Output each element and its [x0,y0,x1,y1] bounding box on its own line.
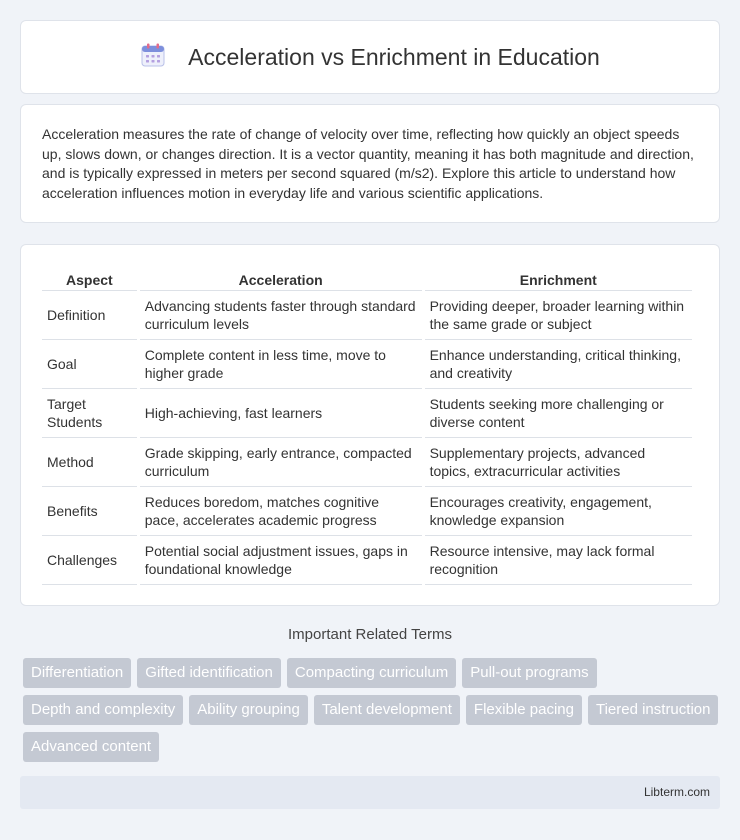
term-tag[interactable]: Flexible pacing [466,695,582,725]
table-row [42,536,692,585]
table-row [42,340,692,389]
intro-text: Acceleration measures the rate of change of velocity over time, reflecting how quickly an object speeds up, slows down, or changes direction. It is a vector quantity, meaning it has both magnitude and direction, and is typically expressed in meters per second squared (m/s2). Explore this article to understand how acceleration influences motion in everyday life and various scientific applications. [42,126,694,201]
term-tag[interactable]: Depth and complexity [23,695,183,725]
footer-link[interactable]: Libterm.com [643,785,710,799]
header-card [20,20,720,94]
cell-enrichment: Students seeking more challenging or diverse content [425,389,692,438]
header-enrichment: Enrichment [425,265,692,291]
term-tag[interactable]: Advanced content [23,732,159,762]
cell-enrichment: Encourages creativity, engagement, knowledge expansion [425,487,692,536]
related-terms-list [23,658,723,762]
table-row [42,438,692,487]
term-tag[interactable]: Tiered instruction [588,695,719,725]
header-acceleration: Acceleration [140,265,422,291]
table-header-row [42,265,692,291]
footer [20,776,720,809]
cell-acceleration: Reduces boredom, matches cognitive pace, accelerates academic progress [140,487,422,536]
term-tag[interactable]: Compacting curriculum [287,658,456,688]
term-tag[interactable]: Ability grouping [189,695,308,725]
cell-enrichment: Supplementary projects, advanced topics, extracurricular activities [425,438,692,487]
cell-acceleration: Advancing students faster through standard curriculum levels [140,291,422,340]
cell-acceleration: Potential social adjustment issues, gaps in foundational knowledge [140,536,422,585]
cell-aspect: Definition [42,291,137,340]
table-row [42,291,692,340]
table-row [42,487,692,536]
page-title: Acceleration vs Enrichment in Education [188,43,600,70]
term-tag[interactable]: Pull-out programs [462,658,596,688]
cell-aspect: Goal [42,340,137,389]
term-tag[interactable]: Gifted identification [137,658,281,688]
cell-acceleration: High-achieving, fast learners [140,389,422,438]
header-aspect: Aspect [42,265,137,291]
cell-aspect: Challenges [42,536,137,585]
comparison-table [39,265,695,585]
cell-enrichment: Resource intensive, may lack formal recognition [425,536,692,585]
term-tag[interactable]: Differentiation [23,658,131,688]
cell-aspect: Method [42,438,137,487]
cell-aspect: Benefits [42,487,137,536]
term-tag[interactable]: Talent development [314,695,460,725]
intro-card [20,104,720,223]
cell-acceleration: Complete content in less time, move to higher grade [140,340,422,389]
related-terms-title: Important Related Terms [288,626,452,643]
comparison-card [20,244,720,606]
table-row [42,389,692,438]
cell-enrichment: Enhance understanding, critical thinking, and creativity [425,340,692,389]
calendar-icon [140,42,166,73]
cell-aspect: Target Students [42,389,137,438]
cell-acceleration: Grade skipping, early entrance, compacted curriculum [140,438,422,487]
cell-enrichment: Providing deeper, broader learning within the same grade or subject [425,291,692,340]
